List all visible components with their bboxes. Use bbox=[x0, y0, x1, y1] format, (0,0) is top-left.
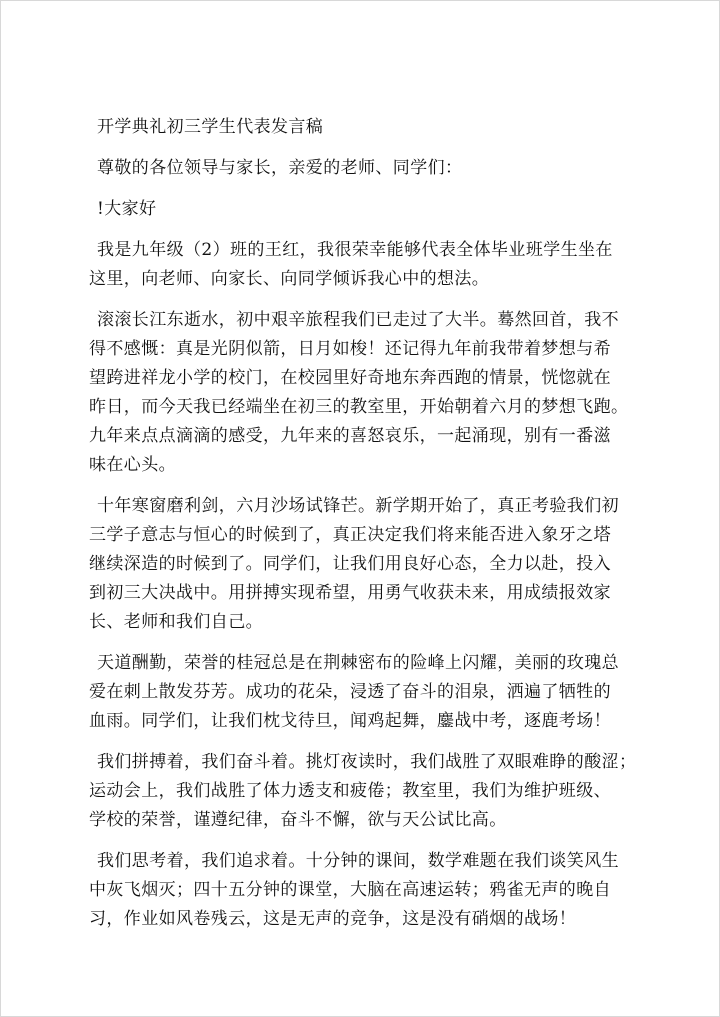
paragraph-line: 长、老师和我们自己。 bbox=[89, 612, 263, 632]
paragraph-line: 三学子意志与恒心的时候到了，真正决定我们将来能否进入象牙之塔 bbox=[89, 525, 611, 545]
paragraph-5 bbox=[89, 748, 649, 835]
paragraph-line: 血雨。同学们，让我们枕戈待旦，闻鸡起舞，鏖战中考，逐鹿考场！ bbox=[89, 711, 611, 731]
paragraph-4 bbox=[89, 649, 649, 736]
paragraph-line: 爱在刺上散发芬芳。成功的花朵，浸透了奋斗的泪泉，洒遍了牺牲的 bbox=[89, 682, 611, 702]
paragraph-line: 九年来点点滴滴的感受，九年来的喜怒哀乐，一起涌现，别有一番滋 bbox=[89, 426, 611, 446]
paragraph-line: 中灰飞烟灭；四十五分钟的课堂，大脑在高速运转；鸦雀无声的晚自 bbox=[89, 880, 611, 900]
paragraph-line: 天道酬勤，荣誉的桂冠总是在荆棘密布的险峰上闪耀，美丽的玫瑰总 bbox=[97, 653, 619, 673]
paragraph-line: 十年寒窗磨利剑，六月沙场试锋芒。新学期开始了，真正考验我们初 bbox=[97, 496, 619, 516]
paragraph-line: 学校的荣誉，谨遵纪律，奋斗不懈，欲与天公试比高。 bbox=[89, 810, 507, 830]
paragraph-line: 我们思考着，我们追求着。十分钟的课间，数学难题在我们谈笑风生 bbox=[97, 851, 619, 871]
paragraph-3 bbox=[89, 492, 649, 637]
paragraph-line: 滚滚长江东逝水，初中艰辛旅程我们已走过了大半。蓦然回首，我不 bbox=[97, 310, 619, 330]
paragraph-line: 我是九年级（2）班的王红，我很荣幸能够代表全体毕业班学生坐在 bbox=[97, 240, 613, 260]
document-body bbox=[89, 113, 649, 946]
paragraph-line: 昨日，而今天我已经端坐在初三的教室里，开始朝着六月的梦想飞跑。 bbox=[89, 397, 629, 417]
paragraph-line: 味在心头。 bbox=[89, 455, 176, 475]
paragraph-line: 这里，向老师、向家长、向同学倾诉我心中的想法。 bbox=[89, 269, 490, 289]
paragraph-line: 习，作业如风卷残云，这是无声的竞争，这是没有硝烟的战场！ bbox=[89, 909, 577, 929]
greeting: !大家好 bbox=[97, 199, 157, 219]
paragraph-line: 得不感慨：真是光阴似箭，日月如梭！还记得九年前我带着梦想与希 bbox=[89, 339, 611, 359]
paragraph-line: 到初三大决战中。用拼搏实现希望，用勇气收获未来，用成绩报效家 bbox=[89, 583, 611, 603]
paragraph-line: 我们拼搏着，我们奋斗着。挑灯夜读时，我们战胜了双眼难睁的酸涩； bbox=[97, 752, 637, 772]
paragraph-2 bbox=[89, 306, 649, 480]
paragraph-line: 望跨进祥龙小学的校门，在校园里好奇地东奔西跑的情景，恍惚就在 bbox=[89, 368, 611, 388]
paragraph-line: 继续深造的时候到了。同学们，让我们用良好心态，全力以赴，投入 bbox=[89, 554, 611, 574]
salutation: 尊敬的各位领导与家长，亲爱的老师、同学们： bbox=[97, 158, 463, 178]
document-title: 开学典礼初三学生代表发言稿 bbox=[97, 117, 324, 137]
paragraph-1 bbox=[89, 236, 649, 294]
paragraph-line: 运动会上，我们战胜了体力透支和疲倦；教室里，我们为维护班级、 bbox=[89, 781, 611, 801]
paragraph-6 bbox=[89, 847, 649, 934]
